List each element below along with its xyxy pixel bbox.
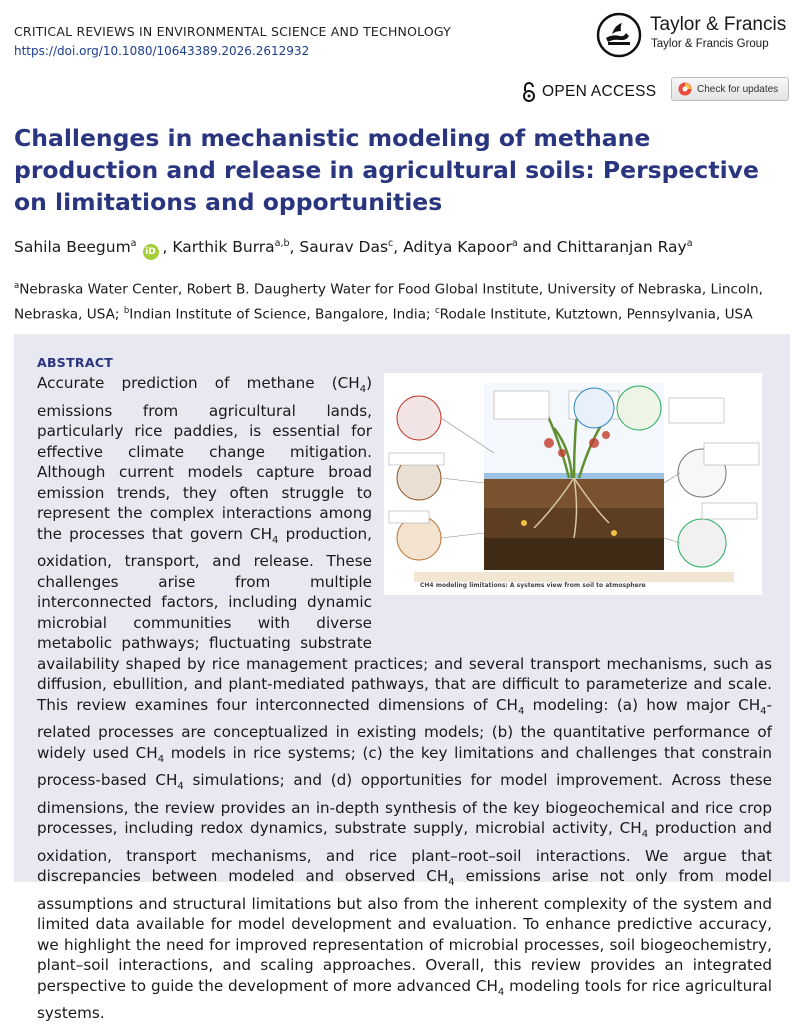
graphical-abstract-caption: CH4 modeling limitations: A systems view from soil to atmosphere xyxy=(420,582,646,589)
abstract-text-segment: -related processes are conceptualized in existing models; (b) the quantitative performance of widely used CH xyxy=(37,695,772,762)
publisher-group: Taylor & Francis Group xyxy=(651,38,769,50)
check-for-updates-button[interactable] xyxy=(671,77,789,101)
abstract-text-segment: 4 xyxy=(448,877,455,889)
abstract-text-segment: models in rice systems; (c) the key limitations and challenges that constrain process-based CH xyxy=(37,743,772,790)
open-access-label: OPEN ACCESS xyxy=(542,83,657,100)
abstract-text-segment: production and oxidation, transport mechanisms, and rice plant–root–soil interactions. We argue that discrepancies between modeled and observed CH xyxy=(37,819,772,886)
author-affiliation-mark: c xyxy=(388,238,394,249)
graphical-abstract-illustration xyxy=(384,373,762,595)
abstract-text-segment: 4 xyxy=(177,781,184,793)
abstract-text-segment: 4 xyxy=(517,705,525,717)
affiliation-mark: b xyxy=(123,305,130,316)
author-name[interactable]: Aditya Kapoor xyxy=(403,238,512,257)
doi-link[interactable]: https://doi.org/10.1080/10643389.2026.2612932 xyxy=(14,44,310,58)
abstract-text-segment: modeling: (a) how major CH xyxy=(524,695,761,714)
affiliations xyxy=(14,276,794,325)
author-name[interactable]: Sahila Beegum xyxy=(14,238,131,257)
graphical-abstract[interactable] xyxy=(384,373,772,641)
orcid-icon[interactable]: iD xyxy=(143,244,159,260)
check-for-updates-label: Check for updates xyxy=(697,83,779,95)
author-list: Sahila Beegum$^a$iD , Karthik Burra$^{a,b}$, Saurav Das$^c$, Aditya Kapoor$^a$ and Chittaranjan Ray$^a$ xyxy=(14,238,693,260)
abstract-text-segment: 4 xyxy=(760,705,767,717)
abstract-text-segment: production, oxidation, transport, and release. These challenges arise from multiple interconnected factors, including dynamic microbial communities with diverse metabolic pathways; fluctuating substrate availability shaped by rice management practices; and several transport mechanisms, such as diffusion, ebullition, and plant-mediated pathways, that are difficult to parameterize and scale. This review examines four interconnected dimensions of CH xyxy=(37,524,772,714)
abstract-text-segment: 4 xyxy=(157,753,165,765)
author-affiliation-mark: a xyxy=(130,238,137,249)
article-title: Challenges in mechanistic modeling of methane production and release in agricultural soils: Perspective on limitations and opportunities xyxy=(14,124,759,216)
author-conjunction: and xyxy=(522,238,552,257)
affiliation-text: Rodale Institute, Kutztown, Pennsylvania, USA xyxy=(439,306,753,323)
abstract-text-segment: Accurate prediction of methane (CH xyxy=(37,374,360,392)
abstract-text-segment: 4 xyxy=(497,986,505,998)
author-affiliation-mark: a,b xyxy=(274,238,290,249)
publisher-name: Taylor & Francis xyxy=(650,14,787,35)
abstract-text-segment: 4 xyxy=(272,534,279,546)
author-affiliation-mark: a xyxy=(686,238,693,249)
abstract-text-segment: ) emissions from agricultural lands, particularly rice paddies, is essential for effective climate change mitigation. Although current models capture broad emission trends, they often struggle to represent the complex interactions among the processes that govern CH xyxy=(37,374,372,543)
crossmark-icon xyxy=(678,82,692,96)
affiliation-text: Nebraska Water Center, Robert B. Daugherty Water for Food Global Institute, University of Nebraska, Lincoln, Nebraska, USA; xyxy=(14,281,763,323)
author-name[interactable]: Karthik Burra xyxy=(172,238,275,257)
graphical-abstract-frame xyxy=(384,373,762,595)
open-access-badge xyxy=(522,82,656,102)
affiliation-text: Indian Institute of Science, Bangalore, India; xyxy=(129,306,431,323)
abstract-heading: ABSTRACT xyxy=(37,355,114,370)
affiliation-mark: c xyxy=(434,305,440,316)
taylor-francis-logo-icon xyxy=(596,12,642,58)
open-lock-icon xyxy=(522,82,536,102)
abstract-text-segment: simulations; and (d) opportunities for model improvement. Across these dimensions, the review provides an in-depth synthesis of the key biogeochemical and rice crop processes, including redox dynamics, substrate supply, microbial activity, CH xyxy=(37,771,772,838)
abstract-text-segment: 4 xyxy=(641,829,649,841)
journal-name: CRITICAL REVIEWS IN ENVIRONMENTAL SCIENCE AND TECHNOLOGY xyxy=(14,24,451,39)
affiliation-mark: a xyxy=(14,281,20,291)
author-affiliation-mark: a xyxy=(511,238,518,249)
abstract-text-segment: 4 xyxy=(359,384,367,396)
abstract-text-segment: emissions arise not only from model assumptions and structural limitations but also from the inherent complexity of the system and limited data available for model development and evaluation. To enhance predictive accuracy, we highlight the need for improved representation of microbial processes, soil biogeochemistry, plant–soil interactions, and scaling approaches. Overall, this review provides an integrated perspective to guide the development of more advanced CH xyxy=(37,867,772,995)
abstract-text xyxy=(37,373,772,1024)
author-name[interactable]: Saurav Das xyxy=(299,238,389,257)
abstract-text-segment: modeling tools for rice agricultural systems. xyxy=(37,976,772,1023)
author-name[interactable]: Chittaranjan Ray xyxy=(556,238,687,257)
